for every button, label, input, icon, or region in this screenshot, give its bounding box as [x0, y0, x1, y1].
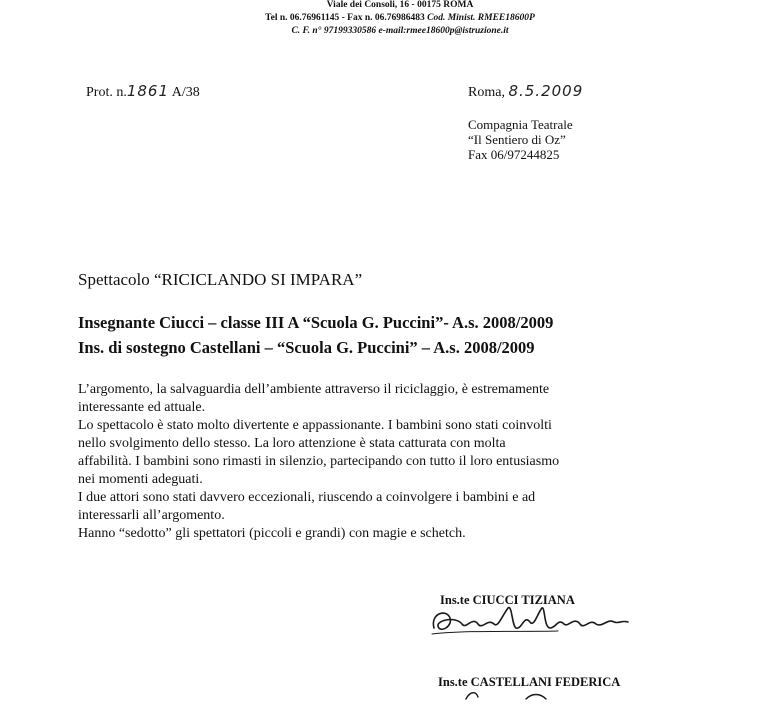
- handwritten-signature-ciucci: [428, 604, 638, 645]
- letterhead-phone-fax: Tel n. 06.76961145 - Fax n. 06.76986483: [265, 13, 425, 23]
- show-label: Spettacolo: [78, 270, 155, 289]
- letterhead-ministry-code: Cod. Minist. RMEE18600P: [427, 13, 535, 23]
- recipient-line-1: Compagnia Teatrale: [468, 117, 573, 132]
- body-line: interessarli all’argomento.: [78, 508, 225, 523]
- place: Roma,: [468, 85, 505, 100]
- show-heading: [78, 270, 362, 290]
- date: 8.5.2009: [508, 82, 584, 100]
- body-line: Hanno “sedotto” gli spettatori (piccoli e grandi) con magie e schetch.: [78, 526, 466, 541]
- body-line: nei momenti adeguati.: [78, 472, 203, 487]
- body-line: L’argomento, la salvaguardia dell’ambiente attraverso il riciclaggio, è estremamente: [78, 382, 550, 397]
- body-line: I due attori sono stati davvero eccezionali, riuscendo a coinvolgere i bambini e ad: [78, 490, 536, 505]
- body-line: nello svolgimento dello stesso. La loro attenzione è stata catturata con molta: [78, 436, 506, 451]
- recipient-line-2: “Il Sentiero di Oz”: [468, 132, 566, 147]
- teacher-line-1: Insegnante Ciucci – classe III A “Scuola G. Puccini”- A.s. 2008/2009: [78, 313, 554, 332]
- signature-name-castellani: Ins.te CASTELLANI FEDERICA: [438, 675, 621, 689]
- protocol-line: [86, 82, 200, 101]
- body-line: interessante ed attuale.: [78, 400, 206, 415]
- protocol-number: 1861: [126, 82, 170, 100]
- signature-name-ciucci: Ins.te CIUCCI TIZIANA: [440, 593, 575, 607]
- teacher-line-2: Ins. di sostegno Castellani – “Scuola G. Puccini” – A.s. 2008/2009: [78, 338, 535, 357]
- letterhead-tax-email: C. F. n° 97199330586 e-mail:rmee18600p@istruzione.it: [291, 26, 509, 36]
- handwritten-signature-castellani: [436, 688, 636, 706]
- letterhead-address: Viale dei Consoli, 16 - 00175 ROMA: [326, 0, 474, 10]
- protocol-suffix: A/38: [171, 85, 200, 100]
- recipient-line-3: Fax 06/97244825: [468, 147, 560, 162]
- letterhead-phone-line: [0, 13, 760, 23]
- body-line: Lo spettacolo è stato molto divertente e appassionante. I bambini sono stati coinvolti: [78, 418, 552, 433]
- show-title: “RICICLANDO SI IMPARA”: [154, 270, 363, 289]
- protocol-prefix: Prot. n.: [86, 85, 127, 100]
- place-date: [468, 82, 583, 101]
- body-line: affabilità. I bambini sono rimasti in silenzio, partecipando con tutto il loro entusiasmo: [78, 454, 560, 469]
